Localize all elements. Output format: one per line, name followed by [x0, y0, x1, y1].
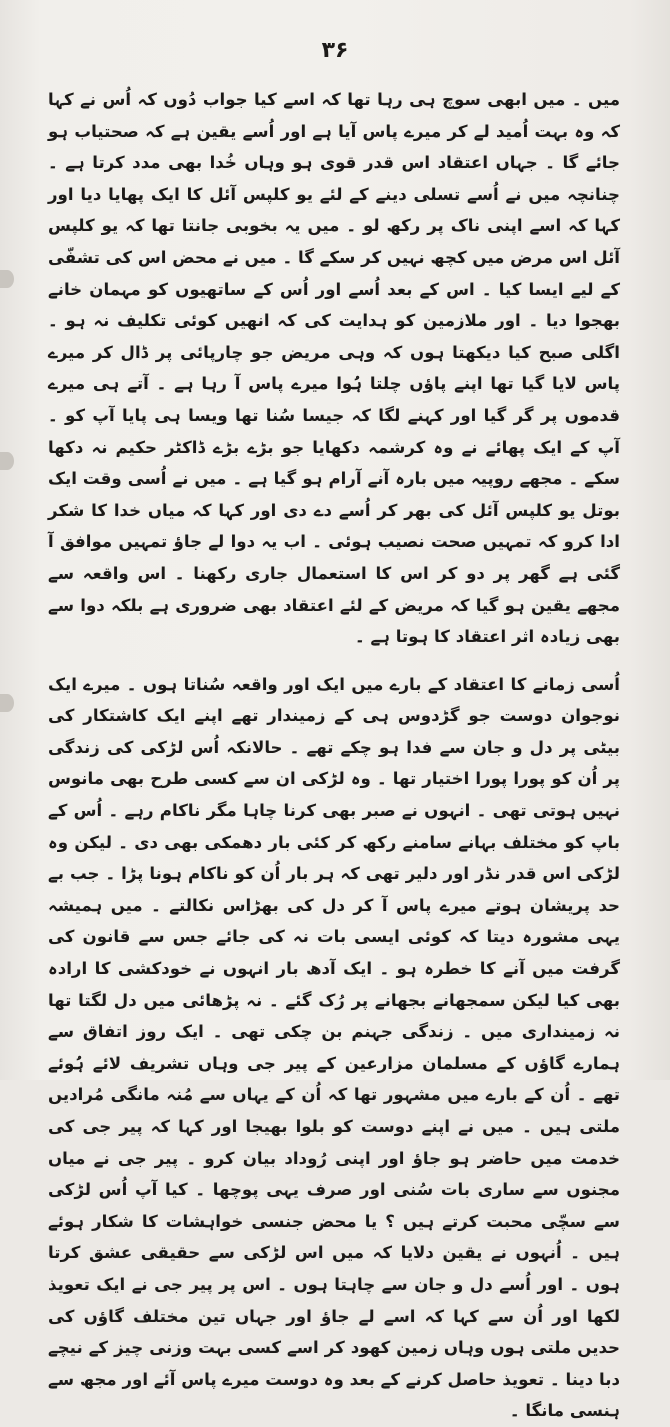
- punch-hole-mark: [0, 694, 14, 712]
- punch-hole-mark: [0, 270, 14, 288]
- paragraph: میں ۔ میں ابھی سوچ ہی رہا تھا کہ اسے کیا جواب دُوں کہ اُس نے کہا کہ وہ بہت اُمید لے کر میرے پاس آیا ہے اور اُسے یقین ہے کہ صحتیاب ہو جائے گا ۔ جہاں اعتقاد اس قدر قوی ہو وہاں خُدا بھی مدد کرتا ہے ۔ چنانچہ میں نے اُسے تسلی دینے کے لئے یو کلپس آئل کا ایک پھایا دیا اور کہا کہ اسے اپنی ناک پر رکھ لو ۔ میں یہ بخوبی جانتا تھا کہ یو کلپس آئل اس مرض میں کچھ نہیں کر سکے گا ۔ میں نے محض اس کی تشفّی کے لیے ایسا کیا ۔ اس کے بعد اُسے اور اُس کے ساتھیوں کو مہمان خانے بھجوا دیا ۔ اور ملازمین کو ہدایت کی کہ انھیں کوئی تکلیف نہ ہو ۔ اگلی صبح کیا دیکھتا ہوں کہ وہی مریض جو چارپائی پر ڈال کر میرے پاس لایا گیا تھا اپنے پاؤں چلتا ہُوا میرے پاس آ رہا ہے ۔ آتے ہی میرے قدموں پر گر گیا اور کہنے لگا کہ جیسا سُنا تھا ویسا ہی پایا آپ کو ۔ آپ کے ایک پھائے نے وہ کرشمہ دکھایا جو بڑے بڑے ڈاکٹر حکیم نہ دکھا سکے ۔ مجھے روپیہ میں بارہ آنے آرام ہو گیا ہے ۔ میں نے اُسی وقت ایک بوتل یو کلپس آئل کی بھر کر اُسے دے دی اور کہا کہ میاں خدا کا شکر ادا کرو کہ تمہیں صحت نصیب ہوئی ۔ اب یہ دوا لے جاؤ تمہیں موافق آ گئی ہے گھر پر دو کر اس کا استعمال جاری رکھنا ۔ اس واقعہ سے مجھے یقین ہو گیا کہ مریض کے لئے اعتقاد بھی ضروری ہے بلکہ دوا سے بھی زیادہ اثر اعتقاد کا ہوتا ہے ۔: [48, 90, 620, 647]
- body-text: [48, 84, 620, 1427]
- page-number: ۳۶: [321, 38, 349, 63]
- punch-hole-mark: [0, 452, 14, 470]
- paragraph: اُسی زمانے کا اعتقاد کے بارے میں ایک اور واقعہ سُناتا ہوں ۔ میرے ایک نوجوان دوست جو گڑدوس ہی کے زمیندار تھے اپنے ایک کاشتکار کی بیٹی پر دل و جان سے فدا ہو چکے تھے ۔ حالانکہ اُس لڑکی کی زندگی پر اُن کو پورا پورا اختیار تھا ۔ وہ لڑکی ان سے کسی طرح بھی مانوس نہیں ہوتی تھی ۔ انہوں نے صبر بھی کرنا چاہا مگر ناکام رہے ۔ اُس کے باپ کو مختلف بہانے سامنے رکھ کر کئی بار دھمکی بھی دی ۔ لیکن وہ لڑکی اس قدر نڈر اور دلیر تھی کہ ہر بار اُن کو ناکام ہونا پڑا ۔ جب بے حد پریشان ہوتے میرے پاس آ کر دل کی بھڑاس نکالتے ۔ میں ہمیشہ یہی مشورہ دیتا کہ کوئی ایسی بات نہ کی جائے جس سے قانون کی گرفت میں آنے کا خطرہ ہو ۔ ایک آدھ بار انہوں نے خودکشی کا ارادہ بھی کیا لیکن سمجھانے بجھانے پر رُک گئے ۔ نہ پڑھائی میں دل لگتا تھا نہ زمینداری میں ۔ زندگی جہنم بن چکی تھی ۔ ایک روز اتفاق سے ہمارے گاؤں کے مسلمان مزارعین کے پیر جی وہاں تشریف لائے ہُوئے تھے ۔ اُن کے بارے میں مشہور تھا کہ اُن کے یہاں سے مُنہ مانگی مُرادیں ملتی ہیں ۔ میں نے اپنے دوست کو بلوا بھیجا اور کہا کہ پیر جی کی خدمت میں حاضر ہو جاؤ اور اپنی رُوداد بیان کرو ۔ پیر جی نے میاں مجنوں سے ساری بات سُنی اور صرف یہی پوچھا ۔ کیا آپ اُس لڑکی سے سچّی محبت کرتے ہیں ؟ یا محض جنسی خواہشات کا شکار ہوئے ہیں ۔ اُنہوں نے یقین دلایا کہ میں اس لڑکی سے حقیقی عشق کرتا ہوں ۔ اور اُسے دل و جان سے چاہتا ہوں ۔ اس پر پیر جی نے ایک تعویذ لکھا اور اُن سے کہا کہ اسے لے جاؤ اور جہاں تین مختلف گاؤں کی حدیں ملتی ہوں وہاں زمین کھود کر اسے کسی بہت وزنی چیز کے نیچے دبا دینا ۔ تعویذ حاصل کرنے کے بعد وہ دوست میرے پاس آئے اور مجھ سے ہنسی مانگا ۔: [48, 674, 620, 1421]
